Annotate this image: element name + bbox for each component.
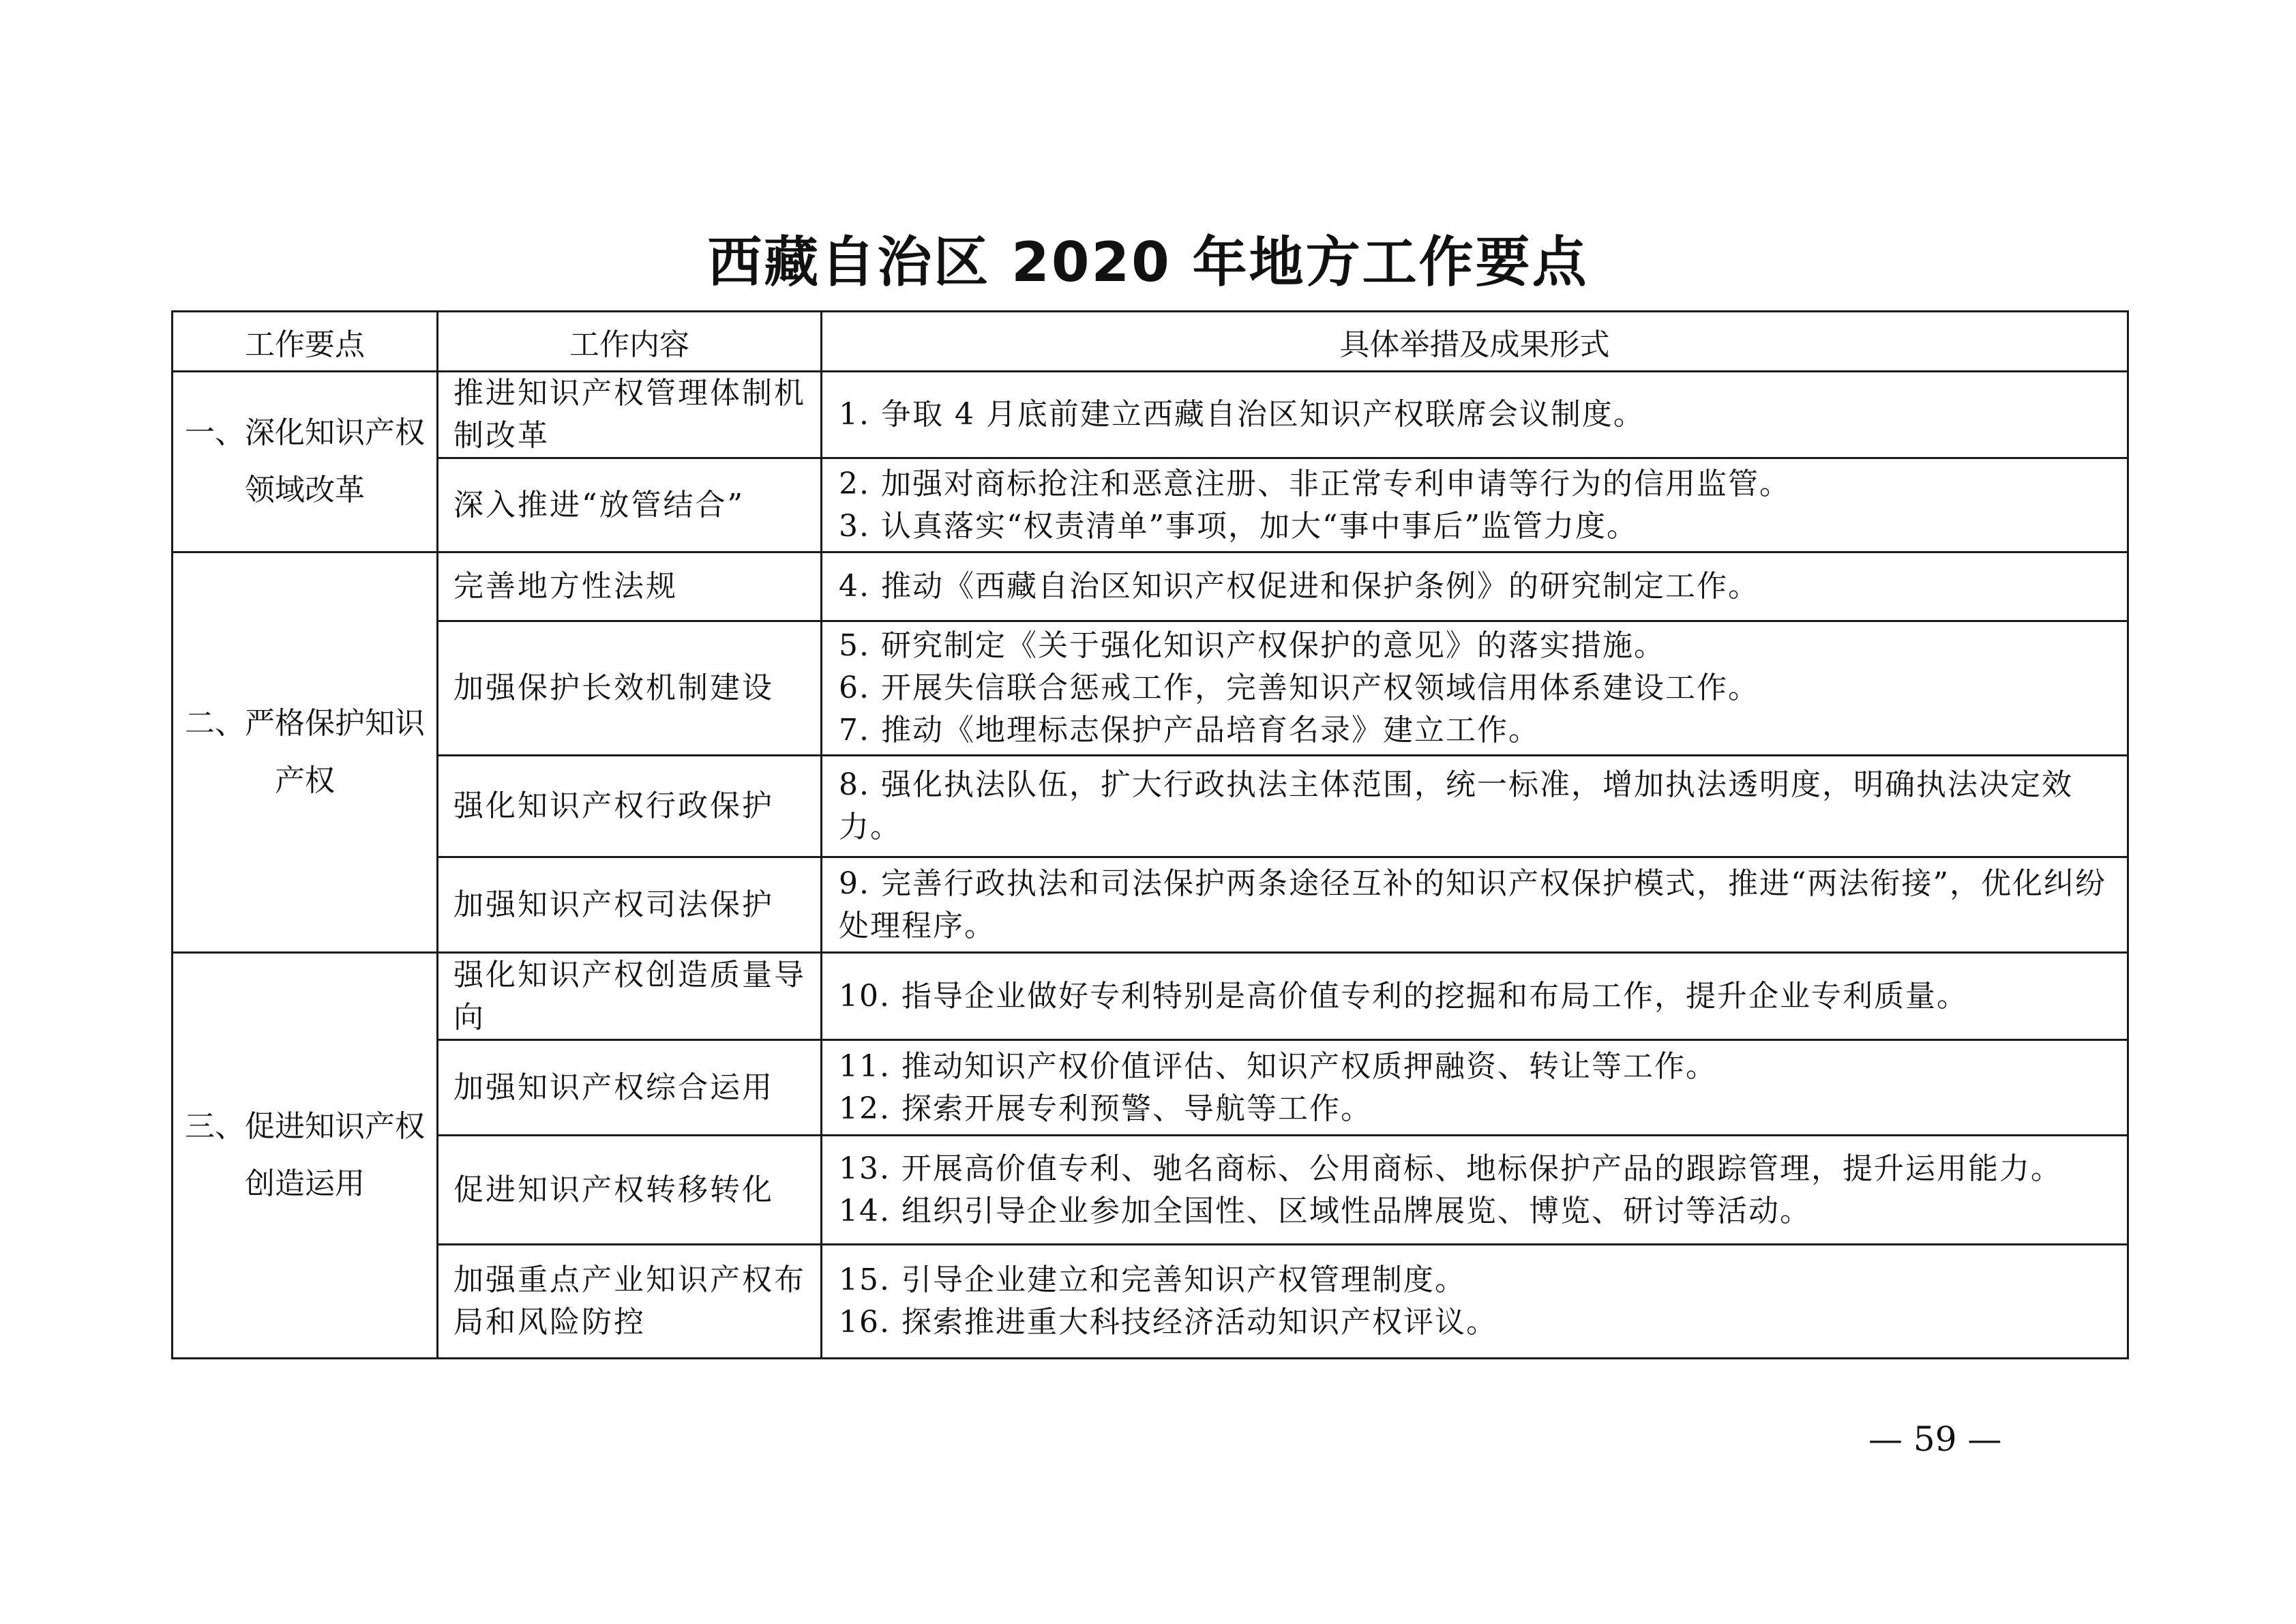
measures-cell (822, 1136, 2128, 1245)
table-row (173, 1136, 2128, 1245)
table-row (173, 458, 2128, 552)
measure-item: 1. 争取 4 月底前建立西藏自治区知识产权联席会议制度。 (839, 397, 1645, 432)
document-title: 西藏自治区 2020 年地方工作要点 (707, 231, 1589, 294)
table-row (173, 857, 2128, 953)
table-row (173, 953, 2128, 1040)
measure-item: 5. 研究制定《关于强化知识产权保护的意见》的落实措施。 (839, 628, 1665, 663)
measure-item: 2. 加强对商标抢注和恶意注册、非正常专利申请等行为的信用监管。 (839, 466, 1791, 501)
measures-cell (822, 552, 2128, 621)
measure-item: 7. 推动《地理标志保护产品培育名录》建立工作。 (839, 713, 1540, 748)
table-row (173, 1245, 2128, 1359)
measures-cell (822, 953, 2128, 1040)
work-content-cell: 加强知识产权司法保护 (438, 857, 822, 953)
measure-item: 9. 完善行政执法和司法保护两条途径互补的知识产权保护模式，推进“两法衔接”，优化纠纷处理程序。 (839, 866, 2106, 943)
work-content-cell: 深入推进“放管结合” (438, 458, 822, 552)
work-content-cell: 强化知识产权行政保护 (438, 756, 822, 857)
work-point-cell: 三、促进知识产权创造运用 (173, 953, 438, 1359)
work-point-cell: 二、严格保护知识产权 (173, 552, 438, 953)
measures-cell (822, 372, 2128, 458)
measure-item: 10. 指导企业做好专利特别是高价值专利的挖掘和布局工作，提升企业专利质量。 (839, 978, 1968, 1014)
work-content-cell: 强化知识产权创造质量导向 (438, 953, 822, 1040)
table-header-row (173, 312, 2128, 372)
header-measures: 具体举措及成果形式 (822, 312, 2128, 372)
measures-cell (822, 621, 2128, 756)
header-work-content: 工作内容 (438, 312, 822, 372)
measure-item: 16. 探索推进重大科技经济活动知识产权评议。 (839, 1305, 1497, 1340)
measure-item: 15. 引导企业建立和完善知识产权管理制度。 (839, 1263, 1466, 1297)
measures-cell (822, 1245, 2128, 1359)
measures-cell (822, 458, 2128, 552)
measure-item: 8. 强化执法队伍，扩大行政执法主体范围，统一标准，增加执法透明度，明确执法决定效力。 (839, 767, 2073, 844)
page-number: — 59 — (1868, 1419, 2002, 1459)
measures-cell (822, 756, 2128, 857)
measure-item: 14. 组织引导企业参加全国性、区域性品牌展览、博览、研讨等活动。 (839, 1193, 1811, 1228)
table-row (173, 621, 2128, 756)
table-row (173, 756, 2128, 857)
measure-item: 6. 开展失信联合惩戒工作，完善知识产权领域信用体系建设工作。 (839, 670, 1759, 705)
work-content-cell: 推进知识产权管理体制机制改革 (438, 372, 822, 458)
header-work-point: 工作要点 (173, 312, 438, 372)
table-row (173, 372, 2128, 458)
measures-cell (822, 1040, 2128, 1136)
measure-item: 11. 推动知识产权价值评估、知识产权质押融资、转让等工作。 (839, 1048, 1717, 1084)
work-content-cell: 加强重点产业知识产权布局和风险防控 (438, 1245, 822, 1359)
work-content-cell: 促进知识产权转移转化 (438, 1136, 822, 1245)
measure-item: 12. 探索开展专利预警、导航等工作。 (839, 1091, 1372, 1126)
measure-item: 13. 开展高价值专利、驰名商标、公用商标、地标保护产品的跟踪管理，提升运用能力。 (839, 1151, 2062, 1186)
work-content-cell: 加强保护长效机制建设 (438, 621, 822, 756)
table-row (173, 1040, 2128, 1136)
measures-cell (822, 857, 2128, 953)
measure-item: 3. 认真落实“权责清单”事项，加大“事中事后”监管力度。 (839, 508, 1638, 544)
measure-item: 4. 推动《西藏自治区知识产权促进和保护条例》的研究制定工作。 (839, 569, 1759, 604)
work-content-cell: 加强知识产权综合运用 (438, 1040, 822, 1136)
table-row (173, 552, 2128, 621)
work-content-cell: 完善地方性法规 (438, 552, 822, 621)
work-plan-table (171, 310, 2129, 1359)
work-point-cell: 一、深化知识产权领域改革 (173, 372, 438, 552)
